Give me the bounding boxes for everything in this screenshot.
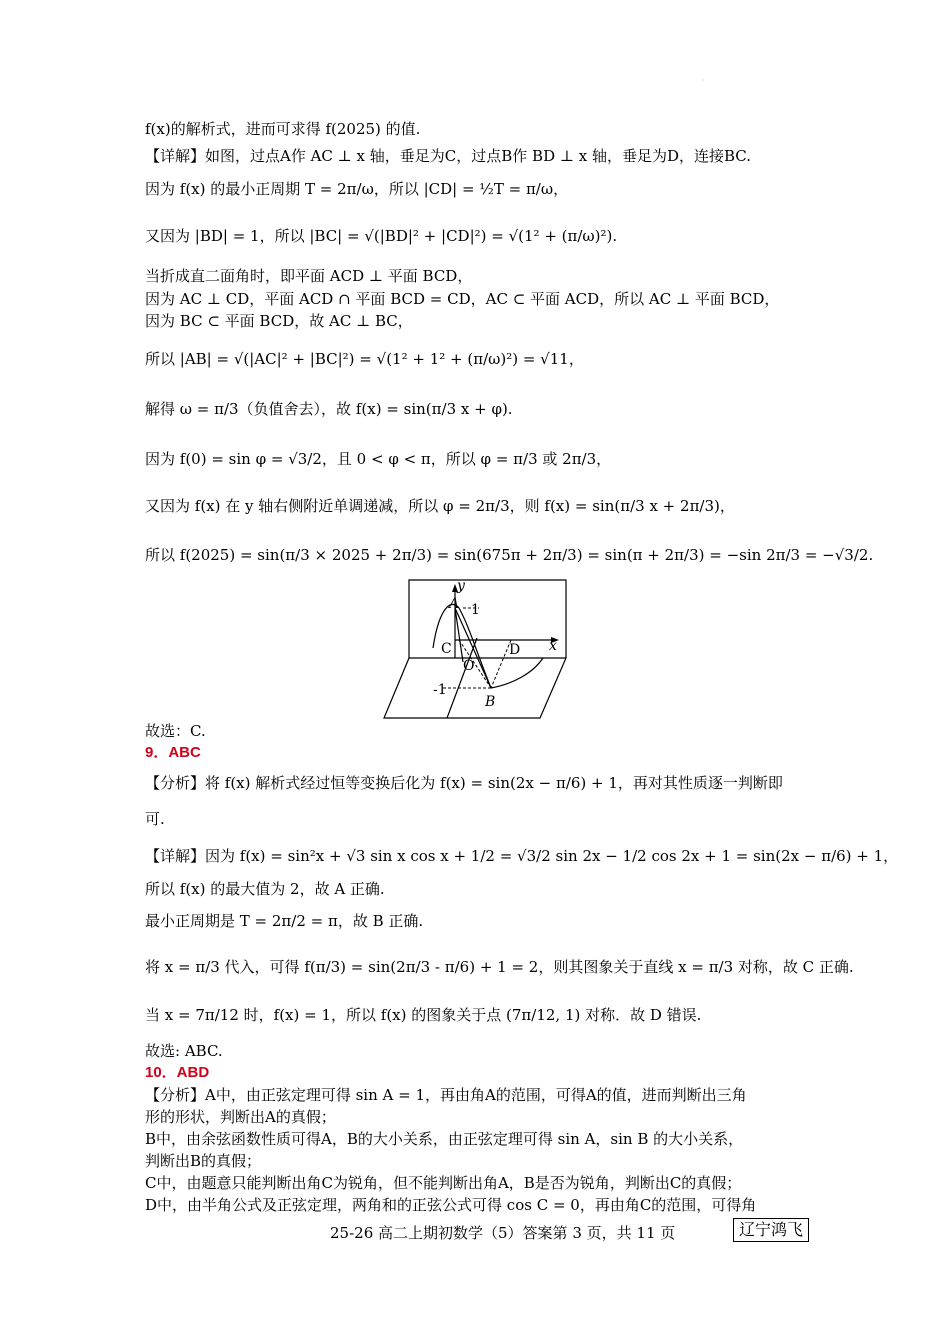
text-line: 又因为 |BD| = 1，所以 |BC| = √(|BD|² + |CD|²) = √(1² + (π/ω)²). (145, 227, 618, 245)
text-line: 【分析】将 f(x) 解析式经过恒等变换后化为 f(x) = sin(2x − π/6) + 1，再对其性质逐一判断即 (145, 774, 783, 792)
text-line: 当折成直二面角时，即平面 ACD ⊥ 平面 BCD， (145, 267, 473, 285)
text-line: 因为 f(x) 的最小正周期 T = 2π/ω，所以 |CD| = ½T = π/ω， (145, 180, 569, 198)
text-line: D中，由半角公式及正弦定理，两角和的正弦公式可得 cos C = 0，再由角C的范围，可得角 (145, 1196, 757, 1214)
text-line: 所以 f(x) 的最大值为 2，故 A 正确. (145, 880, 385, 898)
text-line: C中，由题意只能判断出角C为锐角，但不能判断出角A，B是否为锐角，判断出C的真假； (145, 1174, 742, 1192)
label-a: A (449, 596, 460, 612)
text-line: 当 x = 7π/12 时，f(x) = 1，所以 f(x) 的图象关于点 (7π/12, 1) 对称．故 D 错误. (145, 1006, 702, 1024)
text-line: 形的形状，判断出A的真假； (145, 1108, 336, 1126)
text-line: 所以 |AB| = √(|AC|² + |BC|²) = √(1² + 1² + (π/ω)²) = √11， (145, 350, 584, 368)
label-c: C (441, 641, 452, 657)
label-one: 1 (471, 602, 480, 618)
dihedral-figure (383, 578, 569, 720)
vertical-plane (409, 580, 566, 658)
answer-8: 故选：C. (145, 722, 206, 740)
text-line: 因为 AC ⊥ CD，平面 ACD ∩ 平面 BCD = CD，AC ⊂ 平面 ACD，所以 AC ⊥ 平面 BCD， (145, 290, 780, 308)
question-9-heading: 9．ABC (145, 744, 201, 761)
text-line: f(x)的解析式，进而可求得 f(2025) 的值. (145, 120, 421, 138)
publisher-stamp: 辽宁鸿飞 (733, 1218, 809, 1242)
text-line: 判断出B的真假； (145, 1152, 262, 1170)
text-line: 最小正周期是 T = 2π/2 = π，故 B 正确. (145, 912, 424, 930)
scan-mark: · (702, 76, 705, 85)
text-line: 故选: ABC. (145, 1042, 223, 1060)
text-line: 【详解】如图，过点A作 AC ⊥ x 轴，垂足为C，过点B作 BD ⊥ x 轴，垂足为D，连接BC. (145, 147, 752, 165)
sine-curve-lower (491, 658, 543, 688)
text-line: 可. (145, 810, 165, 828)
label-x: x (549, 638, 557, 654)
question-10-heading: 10．ABD (145, 1064, 210, 1081)
text-line: 【分析】A中，由正弦定理可得 sin A = 1，再由角A的范围，可得A的值，进而判断出三角 (145, 1086, 747, 1104)
label-o: O (463, 658, 475, 674)
text-line: 解得 ω = π/3（负值舍去），故 f(x) = sin(π/3 x + φ). (145, 400, 513, 418)
page-footer: 25-26 高二上期初数学（5）答案第 3 页，共 11 页 (330, 1224, 676, 1242)
text-line: 【详解】因为 f(x) = sin²x + √3 sin x cos x + 1/2 = √3/2 sin 2x − 1/2 cos 2x + 1 = sin(2x − π/6) + 1， (145, 847, 899, 865)
label-b: B (485, 694, 496, 710)
text-line: 又因为 f(x) 在 y 轴右侧附近单调递减，所以 φ = 2π/3，则 f(x) = sin(π/3 x + 2π/3)， (145, 497, 735, 515)
text-line: 所以 f(2025) = sin(π/3 × 2025 + 2π/3) = sin(675π + 2π/3) = sin(π + 2π/3) = −sin 2π/3 = −√3/2. (145, 546, 874, 564)
text-line: 因为 f(0) = sin φ = √3/2，且 0 < φ < π，所以 φ = π/3 或 2π/3， (145, 450, 612, 468)
label-d: D (509, 642, 521, 658)
label-neg1: -1 (433, 682, 447, 698)
text-line: B中，由余弦函数性质可得A，B的大小关系，由正弦定理可得 sin A，sin B 的大小关系， (145, 1130, 744, 1148)
text-line: 因为 BC ⊂ 平面 BCD，故 AC ⊥ BC， (145, 312, 413, 330)
text-line: 将 x = π/3 代入，可得 f(π/3) = sin(2π/3 - π/6) + 1 = 2，则其图象关于直线 x = π/3 对称，故 C 正确. (145, 958, 854, 976)
label-y: y (457, 578, 465, 594)
